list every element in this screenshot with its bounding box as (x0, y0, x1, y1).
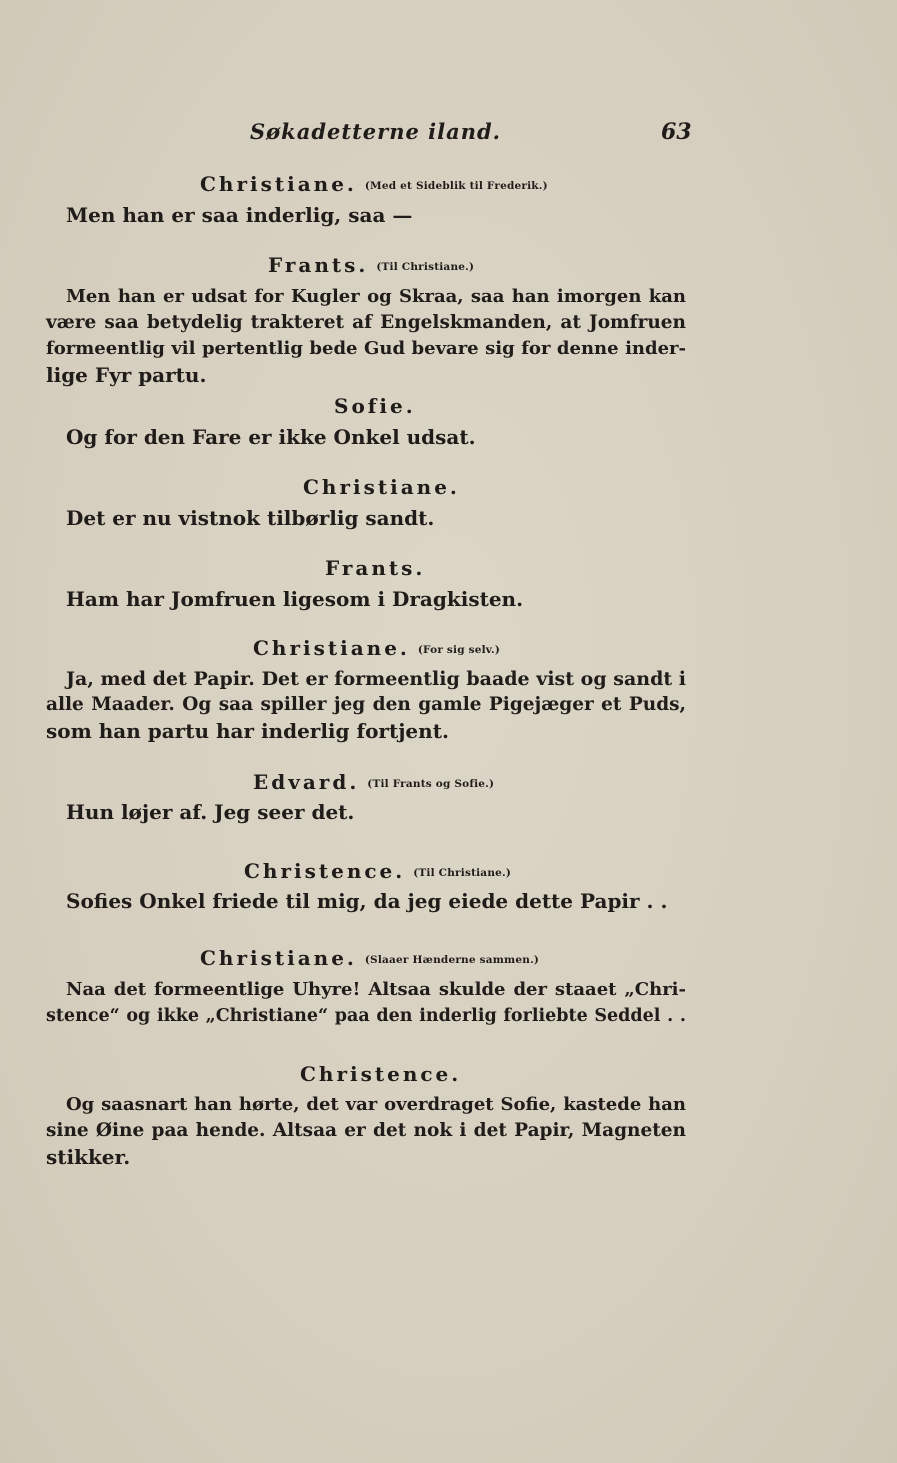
stage-direction: (Til Christiane.) (376, 261, 475, 273)
running-header-title: Søkadetterne iland. (250, 119, 501, 144)
speaker-name: Christiane. (For sig selv.) (253, 636, 501, 660)
dialogue-line: være saa betydelig trakteret af Engelskmanden, at Jomfruen (46, 312, 686, 333)
page-number: 63 (661, 119, 692, 145)
speaker-name: Christiane. (Med et Sideblik til Frederik.) (200, 172, 548, 196)
speaker-name: Edvard. (Til Frants og Sofie.) (253, 770, 495, 794)
dialogue-line: Sofies Onkel friede til mig, da jeg eiede dette Papir . . (66, 889, 668, 913)
stage-direction: (For sig selv.) (417, 644, 501, 656)
speaker-name: Sofie. (334, 394, 416, 418)
dialogue-line: stikker. (46, 1145, 131, 1169)
speaker-name: Frants. (Til Christiane.) (268, 253, 475, 277)
speaker-name: Christence. (Til Christiane.) (244, 859, 512, 883)
dialogue-line: Ham har Jomfruen ligesom i Dragkisten. (66, 587, 524, 611)
stage-direction: (Til Christiane.) (413, 867, 512, 879)
dialogue-line: Men han er udsat for Kugler og Skraa, saa han imorgen kan (66, 286, 686, 307)
speaker-name: Christiane. (Slaaer Hænderne sammen.) (200, 946, 540, 970)
dialogue-line: Naa det formeentlige Uhyre! Altsaa skulde der staaet „Chri- (66, 979, 686, 1000)
dialogue-line: sine Øine paa hende. Altsaa er det nok i det Papir, Magneten (46, 1120, 686, 1141)
stage-direction: (Til Frants og Sofie.) (367, 778, 495, 790)
dialogue-line: Og saasnart han hørte, det var overdraget Sofie, kastede han (66, 1094, 686, 1115)
dialogue-line: alle Maader. Og saa spiller jeg den gamle Pigejæger et Puds, (46, 694, 686, 715)
dialogue-line: stence“ og ikke „Christiane“ paa den inderlig forliebte Seddel . . (46, 1006, 686, 1026)
stage-direction: (Slaaer Hænderne sammen.) (364, 954, 540, 966)
dialogue-line: formeentlig vil pertentlig bede Gud bevare sig for denne inder- (46, 338, 686, 359)
stage-direction: (Med et Sideblik til Frederik.) (364, 180, 548, 192)
dialogue-line: Og for den Fare er ikke Onkel udsat. (66, 425, 476, 449)
dialogue-line: Men han er saa inderlig, saa — (66, 203, 413, 227)
dialogue-line: lige Fyr partu. (46, 363, 207, 387)
dialogue-line: Det er nu vistnok tilbørlig sandt. (66, 506, 435, 530)
speaker-name: Christence. (300, 1062, 462, 1086)
dialogue-line: som han partu har inderlig fortjent. (46, 719, 449, 743)
dialogue-line: Hun løjer af. Jeg seer det. (66, 800, 355, 824)
speaker-name: Frants. (325, 556, 426, 580)
speaker-name: Christiane. (303, 475, 460, 499)
dialogue-line: Ja, med det Papir. Det er formeentlig baade vist og sandt i (66, 668, 686, 690)
